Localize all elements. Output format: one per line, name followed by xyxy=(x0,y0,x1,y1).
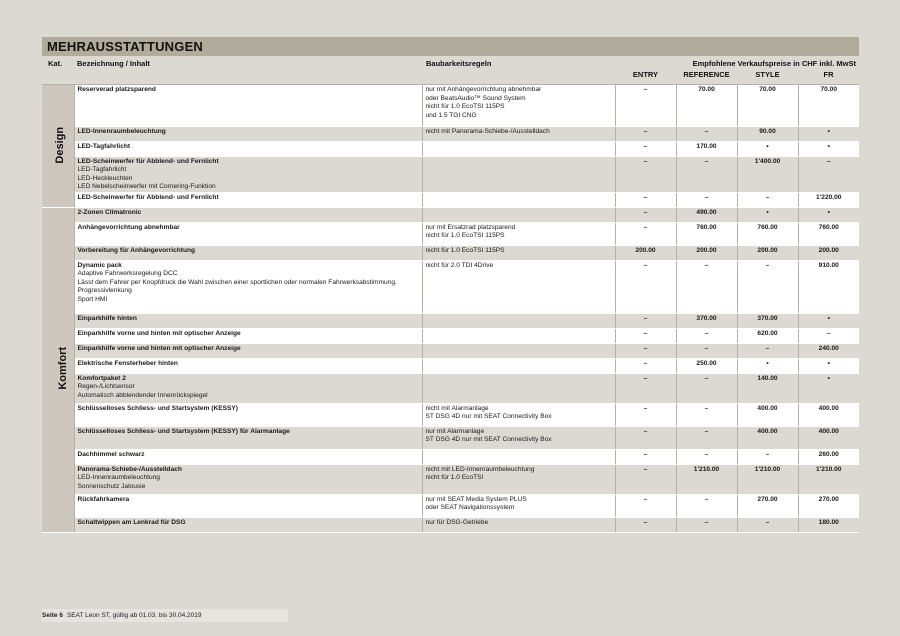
rule-text: ST DSG 4D nur mit SEAT Connectivity Box xyxy=(425,413,552,420)
price-cell: • xyxy=(798,126,859,141)
table-row xyxy=(42,222,859,245)
table-row xyxy=(42,426,859,449)
price-cell: – xyxy=(615,464,676,494)
price-cell: 760.00 xyxy=(798,222,859,245)
rules-cell xyxy=(422,85,615,126)
price-cell: – xyxy=(676,449,737,464)
rule-text: nicht für 1.0 EcoTSI 115PS xyxy=(425,103,505,110)
item-detail: LED-Tagfahrlicht xyxy=(77,166,127,173)
price-cell: – xyxy=(676,156,737,192)
item-name-cell xyxy=(74,358,422,373)
rule-text: nicht mit Panorama-Schiebe-/Ausstelldach xyxy=(425,127,550,135)
price-cell: – xyxy=(615,156,676,192)
item-name-cell xyxy=(74,245,422,260)
header-regeln: Baubarkeitsregeln xyxy=(426,59,492,68)
price-cell: 490.00 xyxy=(676,207,737,222)
price-cell: 200.00 xyxy=(615,245,676,260)
price-cell: • xyxy=(798,207,859,222)
table-row xyxy=(42,449,859,464)
rules-cell xyxy=(422,126,615,141)
table-row xyxy=(42,141,859,156)
price-cell: – xyxy=(798,156,859,192)
rule-text: ST DSG 4D nur mit SEAT Connectivity Box xyxy=(425,436,552,443)
rule-text: nicht für 2.0 TDI 4Drive xyxy=(425,261,494,269)
page-number: Seite 6 xyxy=(42,612,63,619)
price-cell: – xyxy=(615,207,676,222)
item-name: Schlüsselloses Schliess- und Startsystem (KESSY) für Alarmanlage xyxy=(77,427,290,435)
rules-cell xyxy=(422,373,615,403)
rule-text: nicht mit Alarmanlage xyxy=(425,404,489,412)
price-cell: 240.00 xyxy=(798,343,859,358)
price-sheet xyxy=(42,37,859,533)
rule-text: nur für DSG-Getriebe xyxy=(425,518,489,526)
item-name: Vorbereitung für Anhängevorrichtung xyxy=(77,246,196,254)
item-name-cell xyxy=(74,156,422,192)
price-cell: – xyxy=(615,313,676,328)
item-name-cell xyxy=(74,222,422,245)
price-cell: 370.00 xyxy=(676,313,737,328)
price-cell: 910.00 xyxy=(798,260,859,313)
item-name: Komfortpaket 2 xyxy=(77,374,126,382)
section-title: MEHRAUSSTATTUNGEN xyxy=(42,37,859,56)
table-row xyxy=(42,207,859,222)
price-cell: 200.00 xyxy=(737,245,798,260)
item-name-cell xyxy=(74,141,422,156)
price-cell: – xyxy=(615,373,676,403)
item-name: LED-Scheinwerfer für Abblend- und Fernlicht xyxy=(77,157,219,165)
rules-cell xyxy=(422,156,615,192)
price-cell: 90.00 xyxy=(737,126,798,141)
price-cell: • xyxy=(798,373,859,403)
item-name-cell xyxy=(74,464,422,494)
price-cell: 370.00 xyxy=(737,313,798,328)
price-cell: – xyxy=(676,373,737,403)
price-cell: – xyxy=(615,426,676,449)
item-name: LED-Scheinwerfer für Abblend- und Fernlicht xyxy=(77,193,219,201)
rule-text: und 1.5 TGI CNG xyxy=(425,111,477,119)
item-detail: Lässt dem Fahrer per Knopfdruck die Wahl zwischen einer sportlichen oder normalen Fahrwerksabstimmung. xyxy=(77,278,397,286)
price-cell: 620.00 xyxy=(737,328,798,343)
table-row xyxy=(42,260,859,313)
price-cell: 70.00 xyxy=(737,85,798,126)
item-detail: Sonnenschutz Jalousie xyxy=(77,482,146,490)
item-name: Elektrische Fensterheber hinten xyxy=(77,359,178,367)
rules-cell xyxy=(422,449,615,464)
rules-cell xyxy=(422,403,615,426)
rule-text: nicht für 1.0 EcoTSI 115PS xyxy=(425,232,505,239)
price-cell: – xyxy=(615,403,676,426)
header-bezeichnung: Bezeichnung / Inhalt xyxy=(77,59,150,68)
price-cell: 400.00 xyxy=(737,403,798,426)
item-name: LED-Tagfahrlicht xyxy=(77,142,131,150)
header-trim-reference: REFERENCE xyxy=(683,70,730,79)
price-cell: – xyxy=(737,517,798,532)
header-kat: Kat. xyxy=(48,59,63,68)
category-label: Komfort xyxy=(57,347,70,390)
price-cell: – xyxy=(615,192,676,207)
price-cell: • xyxy=(737,207,798,222)
rules-cell xyxy=(422,494,615,517)
rule-text: nur mit Alarmanlage xyxy=(425,427,485,435)
price-cell: – xyxy=(615,85,676,126)
price-cell: 1'210.00 xyxy=(798,464,859,494)
rules-cell xyxy=(422,426,615,449)
price-cell: – xyxy=(798,328,859,343)
price-cell: – xyxy=(676,517,737,532)
price-cell: – xyxy=(615,449,676,464)
item-name: Rückfahrkamera xyxy=(77,495,130,503)
table-row xyxy=(42,464,859,494)
category-cell xyxy=(42,85,74,207)
price-cell: 400.00 xyxy=(798,403,859,426)
table-row xyxy=(42,245,859,260)
item-name: Reserverad platzsparend xyxy=(77,86,156,93)
rule-text: nicht mit LED-Innenraumbeleuchtung xyxy=(425,465,535,473)
rule-text: nur mit SEAT Media System PLUS xyxy=(425,495,527,503)
category-label: Design xyxy=(54,126,67,164)
item-name-cell xyxy=(74,192,422,207)
item-name: Einparkhilfe vorne und hinten mit optischer Anzeige xyxy=(77,329,241,337)
price-cell: 180.00 xyxy=(798,517,859,532)
table-row xyxy=(42,403,859,426)
item-name-cell xyxy=(74,126,422,141)
item-name-cell xyxy=(74,343,422,358)
price-cell: 140.00 xyxy=(737,373,798,403)
price-cell: – xyxy=(737,449,798,464)
item-detail: Sport HMI xyxy=(77,295,108,303)
header-preis: Empfohlene Verkaufspreise in CHF inkl. MwSt xyxy=(692,59,856,68)
price-cell: • xyxy=(798,358,859,373)
item-name: Schaltwippen am Lenkrad für DSG xyxy=(77,518,186,526)
price-cell: – xyxy=(615,517,676,532)
price-cell: – xyxy=(615,328,676,343)
price-cell: – xyxy=(615,222,676,245)
table-row xyxy=(42,328,859,343)
item-detail: Progressivlenkung xyxy=(77,287,132,294)
price-cell: 270.00 xyxy=(737,494,798,517)
item-name: Dachhimmel schwarz xyxy=(77,450,145,458)
price-cell: 400.00 xyxy=(798,426,859,449)
price-cell: 270.00 xyxy=(798,494,859,517)
price-cell: • xyxy=(737,141,798,156)
rule-text: nur mit Ersatzrad platzsparend xyxy=(425,223,516,231)
item-name: Einparkhilfe hinten xyxy=(77,314,137,322)
price-cell: – xyxy=(615,141,676,156)
rules-cell xyxy=(422,192,615,207)
price-cell: 170.00 xyxy=(676,141,737,156)
item-detail: LED-Innenraumbeleuchtung xyxy=(77,474,160,481)
item-name: Panorama-Schiebe-/Ausstelldach xyxy=(77,465,182,473)
item-name: Einparkhilfe vorne und hinten mit optischer Anzeige xyxy=(77,344,241,352)
header-trim-fr: FR xyxy=(823,70,834,79)
price-cell: – xyxy=(676,426,737,449)
price-cell: 70.00 xyxy=(676,85,737,126)
item-name: Schlüsselloses Schliess- und Startsystem (KESSY) xyxy=(77,404,239,412)
rules-cell xyxy=(422,222,615,245)
price-cell: 1'220.00 xyxy=(798,192,859,207)
price-cell: • xyxy=(798,141,859,156)
price-cell: – xyxy=(676,328,737,343)
price-cell: 70.00 xyxy=(798,85,859,126)
table-row xyxy=(42,192,859,207)
table-row xyxy=(42,156,859,192)
item-name-cell xyxy=(74,313,422,328)
item-name-cell xyxy=(74,449,422,464)
rules-cell xyxy=(422,313,615,328)
price-cell: 760.00 xyxy=(676,222,737,245)
item-name-cell xyxy=(74,517,422,532)
rule-text: oder SEAT Navigationssystem xyxy=(425,504,515,511)
rule-text: nicht für 1.0 EcoTSI 115PS xyxy=(425,246,505,254)
table-row xyxy=(42,343,859,358)
price-cell: – xyxy=(676,494,737,517)
item-name-cell xyxy=(74,328,422,343)
table-row xyxy=(42,517,859,532)
price-cell: 1'210.00 xyxy=(737,464,798,494)
price-cell: – xyxy=(737,343,798,358)
item-name-cell xyxy=(74,260,422,313)
item-name: 2-Zonen Climatronic xyxy=(77,208,142,216)
item-name-cell xyxy=(74,85,422,126)
item-name-cell xyxy=(74,494,422,517)
price-cell: 200.00 xyxy=(676,245,737,260)
item-name: Anhängevorrichtung abnehmbar xyxy=(77,223,180,231)
price-cell: – xyxy=(676,192,737,207)
table-row xyxy=(42,358,859,373)
table-row xyxy=(42,494,859,517)
rules-cell xyxy=(422,207,615,222)
table-row xyxy=(42,373,859,403)
category-cell xyxy=(42,207,74,532)
item-detail: Regen-/Lichtsensor xyxy=(77,383,135,390)
table-row xyxy=(42,126,859,141)
item-name: LED-Innenraumbeleuchtung xyxy=(77,127,166,135)
price-cell: – xyxy=(676,343,737,358)
item-detail: Adaptive Fahrwerksregelung DCC xyxy=(77,270,178,277)
price-cell: – xyxy=(676,403,737,426)
rules-cell xyxy=(422,358,615,373)
price-cell: • xyxy=(737,358,798,373)
table-row xyxy=(42,313,859,328)
price-cell: – xyxy=(615,343,676,358)
price-cell: – xyxy=(615,358,676,373)
header-trim-entry: ENTRY xyxy=(632,70,659,79)
rules-cell xyxy=(422,343,615,358)
item-name-cell xyxy=(74,207,422,222)
item-detail: Automatisch abblendender Innenrückspiegel xyxy=(77,391,208,399)
rules-cell xyxy=(422,245,615,260)
header-trim-style: STYLE xyxy=(755,70,780,79)
item-name-cell xyxy=(74,403,422,426)
price-cell: – xyxy=(615,126,676,141)
price-cell: – xyxy=(615,494,676,517)
equipment-table xyxy=(42,85,859,533)
price-cell: 400.00 xyxy=(737,426,798,449)
item-detail: LED Nebelscheinwerfer mit Cornering-Funktion xyxy=(77,183,216,190)
footer-text: SEAT Leon ST, gültig ab 01.03. bis 30.04.2019 xyxy=(66,612,202,619)
price-cell: 1'210.00 xyxy=(676,464,737,494)
price-cell: – xyxy=(737,192,798,207)
price-cell: 200.00 xyxy=(798,245,859,260)
item-name-cell xyxy=(74,426,422,449)
rule-text: nur mit Anhängevorrichtung abnehmbar xyxy=(425,86,542,93)
price-cell: 1'400.00 xyxy=(737,156,798,192)
table-row xyxy=(42,85,859,126)
price-cell: 760.00 xyxy=(737,222,798,245)
price-cell: – xyxy=(676,126,737,141)
item-name-cell xyxy=(74,373,422,403)
page-footer xyxy=(42,609,288,622)
item-detail: LED-Heckleuchten xyxy=(77,174,133,182)
price-cell: 250.00 xyxy=(676,358,737,373)
price-cell: – xyxy=(615,260,676,313)
price-cell: – xyxy=(737,260,798,313)
rules-cell xyxy=(422,328,615,343)
rule-text: oder BeatsAudio™ Sound System xyxy=(425,94,526,102)
price-cell: – xyxy=(676,260,737,313)
rules-cell xyxy=(422,517,615,532)
rules-cell xyxy=(422,260,615,313)
rules-cell xyxy=(422,464,615,494)
table-header xyxy=(42,56,859,85)
rules-cell xyxy=(422,141,615,156)
price-cell: 260.00 xyxy=(798,449,859,464)
item-name: Dynamic pack xyxy=(77,261,122,269)
price-cell: • xyxy=(798,313,859,328)
rule-text: nicht für 1.0 EcoTSI xyxy=(425,474,484,481)
